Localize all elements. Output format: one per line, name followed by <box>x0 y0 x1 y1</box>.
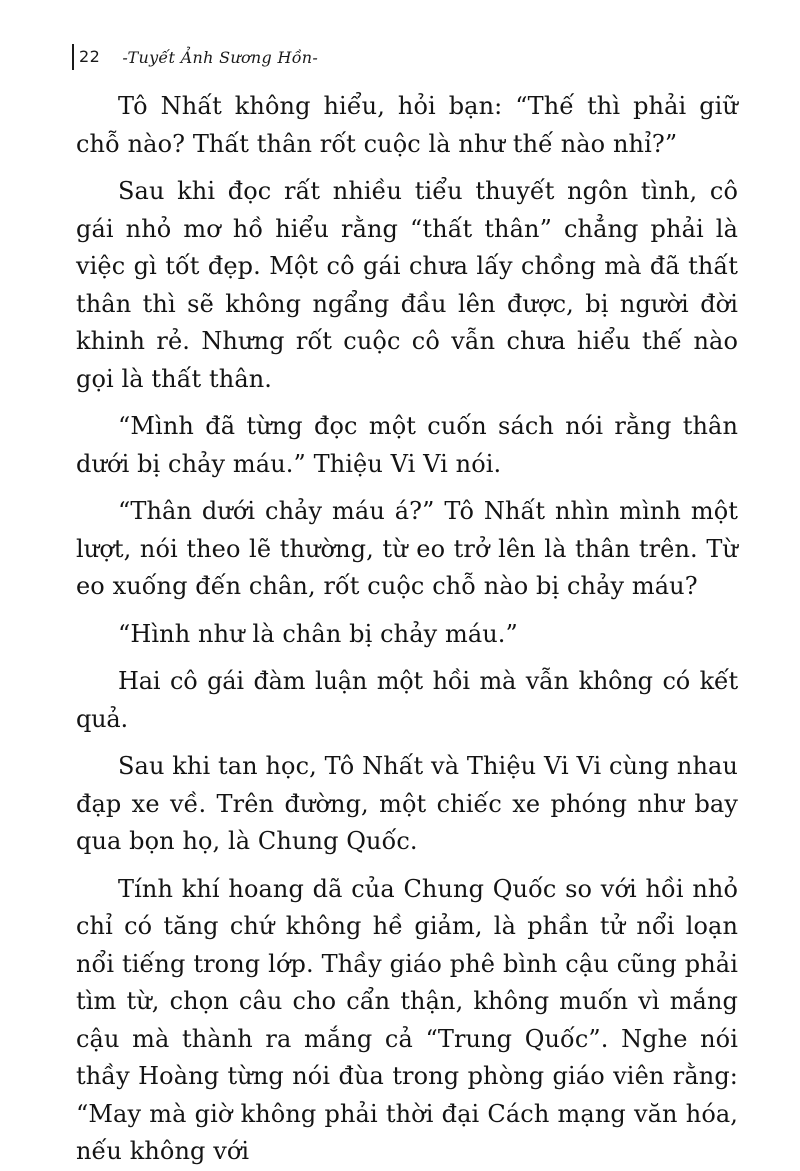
paragraph: Hai cô gái đàm luận một hồi mà vẫn không có kết quả. <box>76 667 738 733</box>
paragraph: Sau khi tan học, Tô Nhất và Thiệu Vi Vi cùng nhau đạp xe về. Trên đường, một chiếc xe phóng như bay qua bọn họ, là Chung Quốc. <box>76 752 738 855</box>
paragraph: “Thân dưới chảy máu á?” Tô Nhất nhìn mình một lượt, nói theo lẽ thường, từ eo trở lên là thân trên. Từ eo xuống đến chân, rốt cuộc chỗ nào bị chảy máu? <box>76 497 738 600</box>
running-title: -Tuyết Ảnh Sương Hồn- <box>122 47 319 67</box>
page-header <box>72 40 318 74</box>
page-number: 22 <box>72 44 100 70</box>
paragraph: Tô Nhất không hiểu, hỏi bạn: “Thế thì phải giữ chỗ nào? Thất thân rốt cuộc là như thế nào nhỉ?” <box>76 92 738 158</box>
paragraph: “Mình đã từng đọc một cuốn sách nói rằng thân dưới bị chảy máu.” Thiệu Vi Vi nói. <box>76 412 738 478</box>
body-text <box>76 88 738 1171</box>
paragraph: “Hình như là chân bị chảy máu.” <box>118 619 518 648</box>
paragraph: Tính khí hoang dã của Chung Quốc so với hồi nhỏ chỉ có tăng chứ không hề giảm, là phần tử nổi loạn nổi tiếng trong lớp. Thầy giáo phê bình cậu cũng phải tìm từ, chọn câu cho cẩn thận, không muốn vì mắng cậu mà thành ra mắng cả “Trung Quốc”. Nghe nói thầy Hoàng từng nói đùa trong phòng giáo viên rằng: “May mà giờ không phải thời đại Cách mạng văn hóa, nếu không với <box>76 874 738 1165</box>
paragraph: Sau khi đọc rất nhiều tiểu thuyết ngôn tình, cô gái nhỏ mơ hồ hiểu rằng “thất thân” chẳng phải là việc gì tốt đẹp. Một cô gái chưa lấy chồng mà đã thất thân thì sẽ không ngẩng đầu lên được, bị người đời khinh rẻ. Nhưng rốt cuộc cô vẫn chưa hiểu thế nào gọi là thất thân. <box>76 177 738 393</box>
